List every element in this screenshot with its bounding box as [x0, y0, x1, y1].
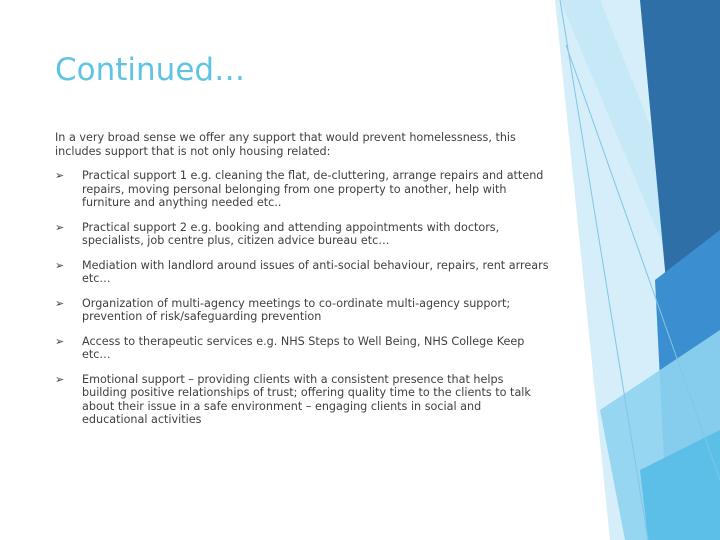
bullet-text: Practical support 1 e.g. cleaning the flat, de-cluttering, arrange repairs and attend repairs, moving personal belonging from one property to another, help with furniture and anything needed etc..	[82, 169, 544, 209]
arrow-bullet-icon: ➢	[55, 169, 65, 182]
bullet-item-practical-support-2	[55, 221, 550, 248]
slide-title: Continued…	[55, 52, 246, 88]
bullet-list	[55, 169, 550, 438]
bullet-item-therapeutic-services	[55, 335, 550, 362]
bullet-text: Practical support 2 e.g. booking and attending appointments with doctors, specialists, job centre plus, citizen advice bureau etc…	[82, 220, 500, 247]
bullet-item-emotional-support	[55, 373, 550, 427]
bullet-item-practical-support-1	[55, 169, 550, 210]
arrow-bullet-icon: ➢	[55, 258, 65, 272]
arrow-bullet-icon: ➢	[55, 296, 65, 310]
arrow-bullet-icon: ➢	[55, 220, 65, 234]
arrow-bullet-icon: ➢	[55, 372, 65, 386]
bullet-text: Organization of multi-agency meetings to co-ordinate multi-agency support; prevention of risk/safeguarding prevention	[82, 296, 511, 323]
bullet-text: Mediation with landlord around issues of anti-social behaviour, repairs, rent arrears etc…	[82, 258, 549, 285]
arrow-bullet-icon: ➢	[55, 334, 65, 348]
bullet-text: Access to therapeutic services e.g. NHS Steps to Well Being, NHS College Keep etc…	[82, 334, 525, 361]
bullet-item-mediation	[55, 259, 550, 286]
intro-text: In a very broad sense we offer any support that would prevent homelessness, this includes support that is not only housing related:	[55, 131, 516, 158]
bullet-text: Emotional support – providing clients with a consistent presence that helps building positive relationships of trust; offering quality time to the clients to talk about their issue in a safe environment – engaging clients in social and educational activities	[82, 372, 531, 426]
bullet-item-multi-agency	[55, 297, 550, 324]
